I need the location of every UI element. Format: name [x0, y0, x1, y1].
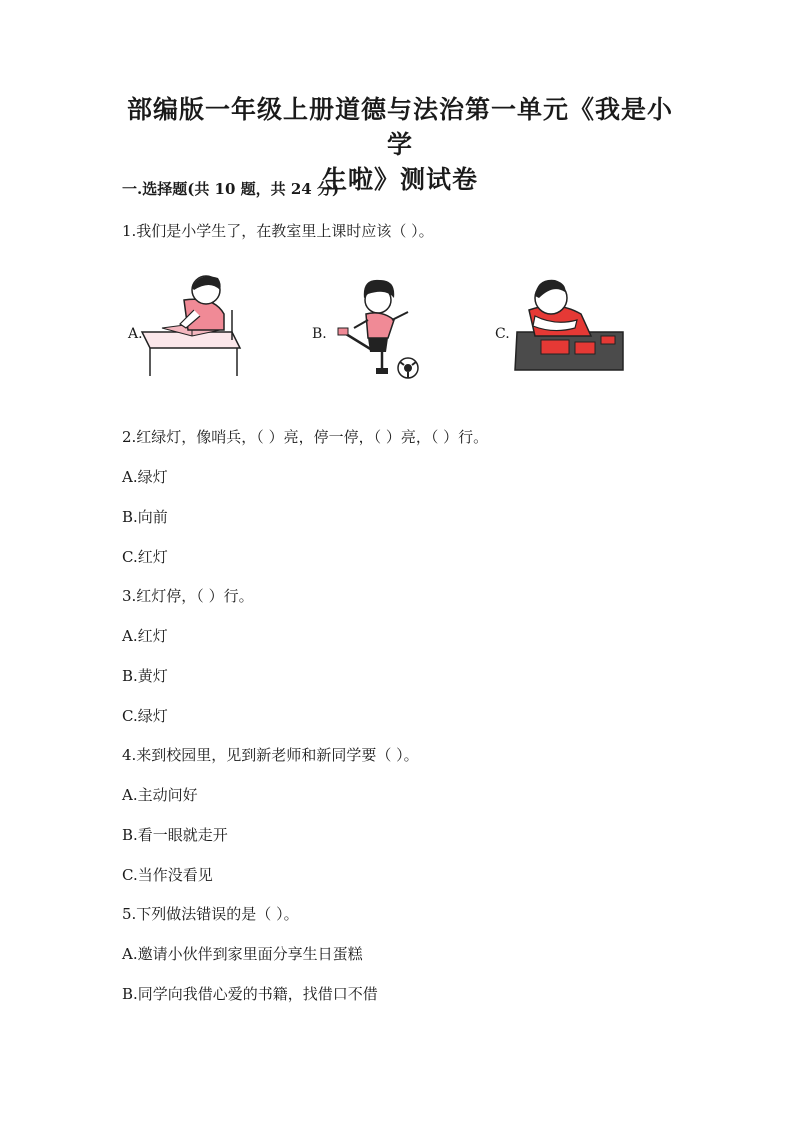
- title-line-1: 部编版一年级上册道德与法治第一单元《我是小学: [126, 95, 673, 159]
- q2-option-a: A.绿灯: [122, 468, 168, 486]
- q1-option-a-label: A.: [128, 326, 143, 342]
- q4-option-c: C.当作没看见: [122, 866, 213, 884]
- q1-option-b-figure: [312, 270, 432, 380]
- q3-option-b: B.黄灯: [122, 667, 168, 685]
- q2-option-c: C.红灯: [122, 548, 168, 566]
- child-reading-illustration: [122, 270, 247, 380]
- question-1: 1.我们是小学生了，在教室里上课时应该（ ）。: [122, 222, 434, 240]
- q1-option-c-figure: [495, 270, 630, 380]
- q5-option-b: B.同学向我借心爱的书籍，找借口不借: [122, 985, 378, 1003]
- title-line-2: 生啦》测试卷: [321, 165, 478, 194]
- section-heading: 一.选择题(共 10 题，共 24 分): [122, 180, 340, 198]
- question-4: 4.来到校园里，见到新老师和新同学要（ ）。: [122, 746, 419, 764]
- q1-option-a-figure: [122, 270, 247, 380]
- q4-option-b: B.看一眼就走开: [122, 826, 228, 844]
- q3-option-a: A.红灯: [122, 627, 168, 645]
- q1-option-c-label: C.: [495, 326, 510, 342]
- child-kicking-ball-illustration: [312, 270, 432, 380]
- child-sleeping-illustration: [495, 270, 630, 380]
- q2-option-b: B.向前: [122, 508, 168, 526]
- q4-option-a: A.主动问好: [122, 786, 198, 804]
- question-2: 2.红绿灯，像哨兵，（ ）亮，停一停，（ ）亮，（ ）行。: [122, 428, 489, 446]
- question-5: 5.下列做法错误的是（ ）。: [122, 905, 299, 923]
- q1-option-b-label: B.: [312, 326, 327, 342]
- q3-option-c: C.绿灯: [122, 707, 168, 725]
- question-3: 3.红灯停，（ ）行。: [122, 587, 254, 605]
- q5-option-a: A.邀请小伙伴到家里面分享生日蛋糕: [122, 945, 363, 963]
